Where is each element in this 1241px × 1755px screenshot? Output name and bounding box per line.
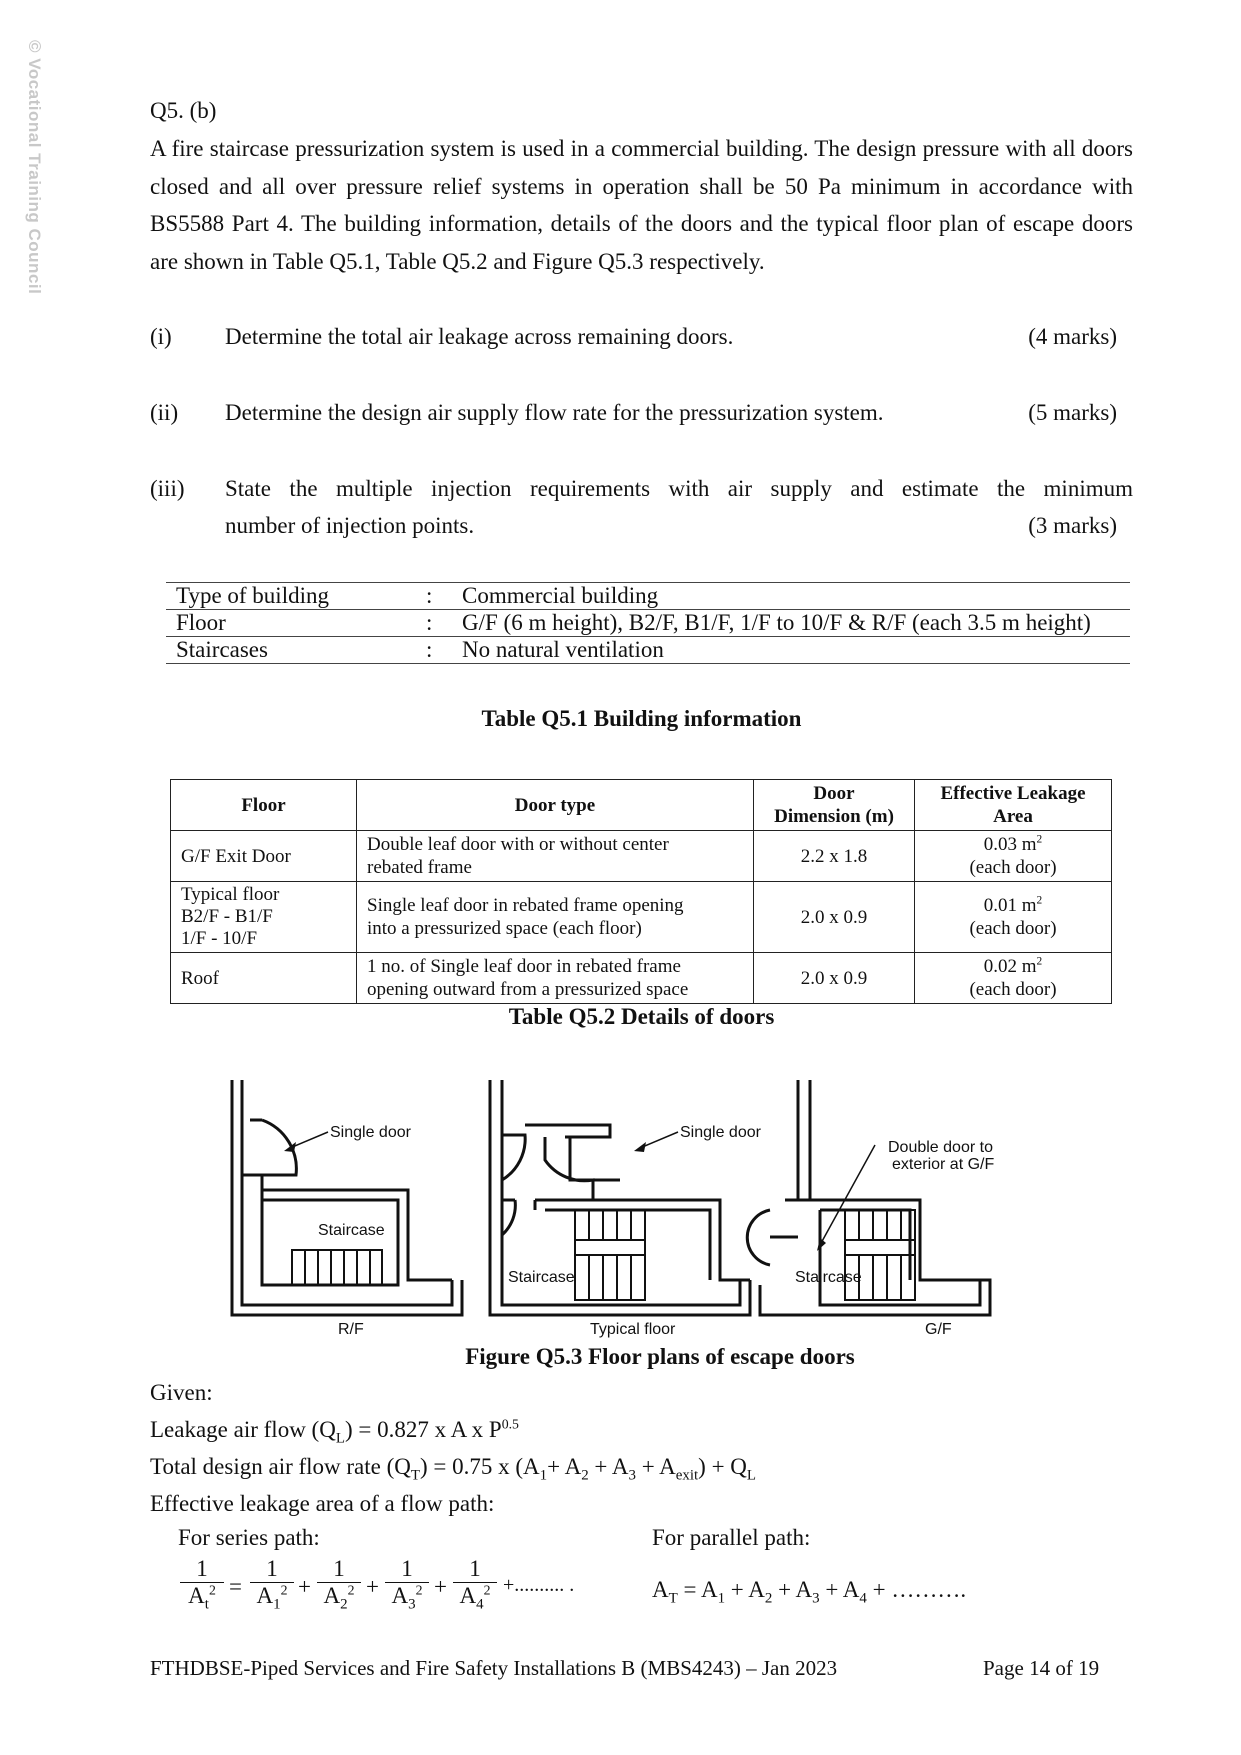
series-fraction-t: 1 $A_t^2$ — [180, 1556, 224, 1609]
typical-stairs — [575, 1210, 645, 1300]
table-row — [166, 610, 1130, 637]
header-area: Effective Leakage Area — [915, 780, 1112, 831]
table-row — [166, 637, 1130, 664]
header-door-type: Door type — [357, 780, 754, 831]
separator: : — [426, 637, 433, 662]
door-type-cell: Double leaf door with or without center rebated frame — [357, 831, 754, 882]
part-i-text: Determine the total air leakage across remaining doors. — [225, 324, 734, 349]
series-fraction-4: 1 $A_4^2$ — [453, 1556, 497, 1609]
part-i-num: (i) — [150, 324, 172, 349]
watermark — [22, 40, 46, 340]
table-row — [166, 583, 1130, 610]
door-type-cell: 1 no. of Single leaf door in rebated frame opening outward from a pressurized space — [357, 953, 754, 1004]
question-intro: A fire staircase pressurization system is used in a commercial building. The design pressure with all doors closed and all over pressure relief systems in operation shall be 50 Pa minimum in accordance with BS5588 Part 4. The building information, details of the doors and the typical floor plan of escape doors are shown in Table Q5.1, Table Q5.2 and Figure Q5.3 respectively. — [150, 136, 1133, 274]
floor-plans-figure — [220, 1080, 1080, 1340]
label-double-door-1: Double door to — [888, 1139, 993, 1156]
dimension-cell: 2.2 x 1.8 — [754, 831, 915, 882]
plus-sign: + — [298, 1574, 311, 1599]
part-i-marks: (4 marks) — [1028, 324, 1117, 349]
label-single-door-typical: Single door — [680, 1124, 761, 1141]
dimension-cell: 2.0 x 0.9 — [754, 953, 915, 1004]
table1-caption: Table Q5.1 Building information — [481, 706, 802, 731]
plus-sign: + — [366, 1574, 379, 1599]
label: Staircases — [176, 637, 268, 662]
parallel-formula: $A_T = A_1 + A_2 + A_3 + A_4$ + ………. — [652, 1577, 967, 1607]
area-cell: 0.01 $m^2$ (each door) — [915, 882, 1112, 953]
value: No natural ventilation — [462, 637, 664, 662]
watermark-text: © Vocational Training Council — [25, 40, 44, 295]
rf-stairs — [292, 1250, 382, 1285]
label-typical-floor: Typical floor — [590, 1321, 676, 1338]
label-staircase-rf: Staircase — [318, 1222, 385, 1239]
table-row — [171, 953, 1112, 1004]
dimension-cell: 2.0 x 0.9 — [754, 882, 915, 953]
door-type-cell: Single leaf door in rebated frame opening into a pressurized space (each floor) — [357, 882, 754, 953]
part-ii-marks: (5 marks) — [1028, 400, 1117, 425]
given-heading: Given: — [150, 1380, 213, 1405]
equals-sign: = — [229, 1574, 242, 1599]
gf-plan — [747, 1080, 990, 1315]
part-iii-marks: (3 marks) — [1028, 513, 1117, 538]
area-cell: 0.02 $m^2$ (each door) — [915, 953, 1112, 1004]
floor-cell: G/F Exit Door — [171, 831, 357, 882]
label-staircase-typical: Staircase — [508, 1269, 575, 1286]
footer-page-number: Page 14 of 19 — [983, 1656, 1100, 1680]
label-double-door-2: exterior at G/F — [892, 1156, 995, 1173]
label-rf: R/F — [338, 1321, 364, 1338]
label-staircase-gf: Staircase — [795, 1269, 862, 1286]
floor-cell: Roof — [171, 953, 357, 1004]
header-floor: Floor — [171, 780, 357, 831]
table-header-row — [171, 780, 1112, 831]
figure-caption: Figure Q5.3 Floor plans of escape doors — [465, 1344, 855, 1369]
floor-cell: Typical floor B2/F - B1/F 1/F - 10/F — [171, 882, 357, 953]
plus-sign: + — [434, 1574, 447, 1599]
question-heading: Q5. (b) — [150, 98, 217, 123]
total-flow-formula: Total design air flow rate $(Q_T) = 0.75$ x $(A_1+ A_2 + A_3 + A_{exit}) + Q_L$ — [150, 1454, 757, 1484]
series-path-label: For series path: — [178, 1525, 320, 1550]
door-details-table — [170, 779, 1112, 1004]
leakage-formula: Leakage air flow $(Q_L) = 0.827$ x A x $P^{0.5}$ — [150, 1416, 519, 1447]
value: G/F (6 m height), B2/F, B1/F, 1/F to 10/F & R/F (each 3.5 m height) — [462, 610, 1091, 635]
series-fraction-3: 1 $A_3^2$ — [385, 1556, 429, 1609]
rf-plan — [232, 1080, 462, 1315]
table-row — [171, 882, 1112, 953]
series-fraction-2: 1 $A_2^2$ — [317, 1556, 361, 1609]
part-ii-text: Determine the design air supply flow rate for the pressurization system. — [225, 400, 884, 425]
part-iii-text-2: number of injection points. — [225, 513, 475, 538]
parallel-path-label: For parallel path: — [652, 1525, 811, 1550]
table2-caption: Table Q5.2 Details of doors — [508, 1004, 775, 1029]
gf-stairs — [845, 1210, 915, 1300]
series-fraction-1: 1 $A_1^2$ — [250, 1556, 294, 1609]
building-info-table — [166, 582, 1130, 664]
part-ii-num: (ii) — [150, 400, 179, 425]
label-single-door-rf: Single door — [330, 1124, 411, 1141]
separator: : — [426, 583, 433, 608]
effective-area-label: Effective leakage area of a flow path: — [150, 1491, 495, 1516]
label: Type of building — [176, 583, 329, 608]
value: Commercial building — [462, 583, 659, 608]
part-iii-text-1: State the multiple injection requirements with air supply and estimate the minimum — [225, 476, 1133, 501]
header-dimension: Door Dimension (m) — [754, 780, 915, 831]
footer-course: FTHDBSE-Piped Services and Fire Safety Installations B (MBS4243) – Jan 2023 — [150, 1656, 838, 1680]
part-iii-num: (iii) — [150, 476, 185, 501]
table-row — [171, 831, 1112, 882]
series-tail: +.......... . — [503, 1574, 575, 1596]
area-cell: 0.03 $m^2$ (each door) — [915, 831, 1112, 882]
label-gf: G/F — [925, 1321, 952, 1338]
label: Floor — [176, 610, 226, 635]
separator: : — [426, 610, 433, 635]
